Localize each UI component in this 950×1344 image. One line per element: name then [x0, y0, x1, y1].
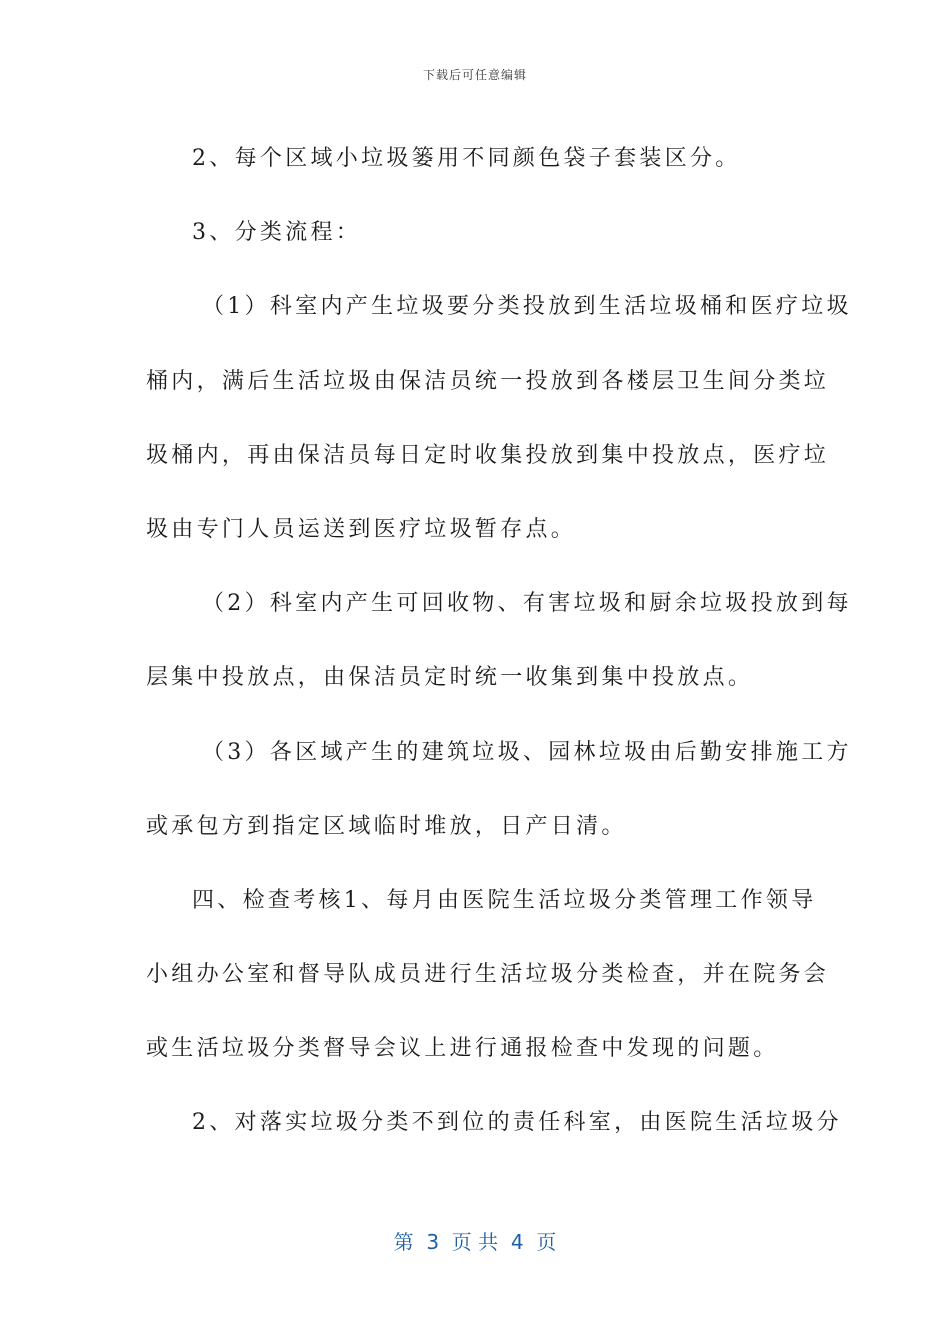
paragraph-line: 3、分类流程： [192, 220, 362, 246]
paragraph-line: 层集中投放点，由保洁员定时统一收集到集中投放点。 [146, 665, 754, 691]
page-number-footer: 第 3 页 共 4 页 [393, 1230, 557, 1254]
paragraph-line: （1）科室内产生垃圾要分类投放到生活垃圾桶和医疗垃圾 [202, 294, 852, 320]
paragraph-line: 桶内，满后生活垃圾由保洁员统一投放到各楼层卫生间分类垃 [146, 368, 830, 394]
paragraph-line: 四、检查考核1、每月由医院生活垃圾分类管理工作领导 [192, 887, 817, 913]
header-note: 下载后可任意编辑 [422, 68, 527, 82]
paragraph-line: 圾由专门人员运送到医疗垃圾暂存点。 [146, 516, 577, 542]
paragraph-line: 或生活垃圾分类督导会议上进行通报检查中发现的问题。 [146, 1036, 779, 1062]
paragraph-line: （3）各区域产生的建筑垃圾、园林垃圾由后勤安排施工方 [202, 739, 852, 765]
paragraph-line: 2、每个区域小垃圾篓用不同颜色袋子套装区分。 [192, 146, 741, 171]
paragraph-line: （2）科室内产生可回收物、有害垃圾和厨余垃圾投放到每 [202, 591, 852, 617]
paragraph-line: 小组办公室和督导队成员进行生活垃圾分类检查，并在院务会 [146, 962, 830, 988]
paragraph-line: 2、对落实垃圾分类不到位的责任科室，由医院生活垃圾分 [192, 1110, 842, 1136]
document-body [146, 122, 852, 1161]
paragraph-line: 或承包方到指定区域临时堆放，日产日清。 [146, 813, 627, 839]
paragraph-line: 圾桶内，再由保洁员每日定时收集投放到集中投放点，医疗垃 [146, 442, 830, 468]
